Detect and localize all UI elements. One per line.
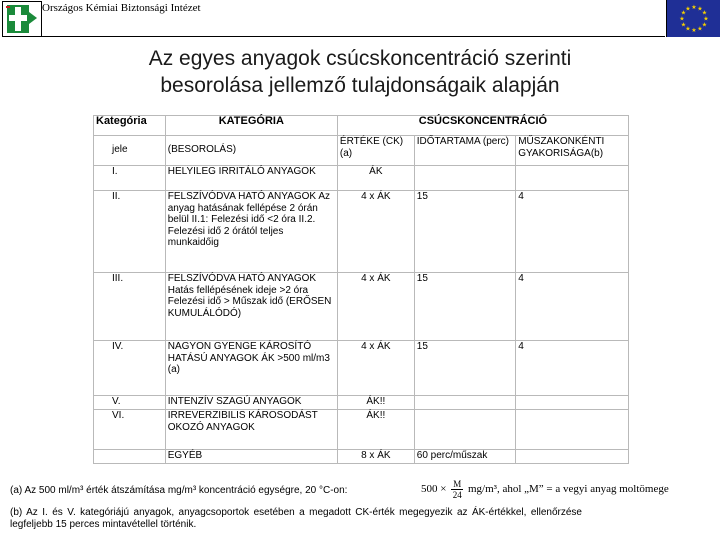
svg-text:★: ★: [697, 25, 703, 33]
table-row: [94, 410, 629, 450]
cell-besorolas: FELSZÍVÓDVA HATÓ ANYAGOK Hatás fellépésének ideje >2 óra Felezési idő > Műszak idő (ERŐSEN KUMULÁLÓDÓ): [165, 273, 337, 341]
cell-idotartam: [414, 166, 515, 191]
svg-text:★: ★: [703, 15, 709, 23]
header-besorolas: (BESOROLÁS): [165, 136, 337, 166]
cell-jele: VI.: [94, 410, 166, 450]
eu-flag-icon: [666, 0, 720, 37]
svg-text:★: ★: [685, 25, 691, 33]
cell-gyakorisag: [516, 410, 629, 450]
svg-text:★: ★: [680, 21, 687, 29]
conversion-formula: [421, 479, 669, 500]
svg-text:★: ★: [685, 5, 691, 13]
page-title: [60, 45, 660, 99]
cell-jele: II.: [94, 191, 166, 273]
svg-text:★: ★: [691, 27, 697, 34]
cell-ertek: 4 x ÁK: [337, 191, 414, 273]
cell-idotartam: [414, 410, 515, 450]
table-row: [94, 450, 629, 464]
cell-gyakorisag: [516, 450, 629, 464]
formula-fraction: [451, 479, 463, 500]
table-row: [94, 191, 629, 273]
cell-besorolas: INTENZÍV SZAGÚ ANYAGOK: [165, 396, 337, 410]
title-line-2: besorolása jellemző tulajdonságaik alapján: [160, 74, 560, 97]
cell-gyakorisag: 4: [516, 341, 629, 396]
formula-denominator: 24: [452, 490, 462, 500]
cell-idotartam: [414, 396, 515, 410]
header-bar: [0, 0, 720, 37]
cell-ertek: ÁK!!: [337, 410, 414, 450]
cell-besorolas: IRREVERZIBILIS KÁROSODÁST OKOZÓ ANYAGOK: [165, 410, 337, 450]
cell-jele: [94, 450, 166, 464]
table-row: [94, 166, 629, 191]
cell-gyakorisag: [516, 396, 629, 410]
classification-table: [93, 115, 629, 464]
cell-besorolas: FELSZÍVÓDVA HATÓ ANYAGOK Az anyag hatásának fellépése 2 órán belül II.1: Felezési idő <2 óra II.2. Felezési idő 2 órától teljes munkaidőig: [165, 191, 337, 273]
table-row: [94, 273, 629, 341]
cell-jele: III.: [94, 273, 166, 341]
cell-ertek: ÁK: [337, 166, 414, 191]
cell-jele: I.: [94, 166, 166, 191]
svg-text:★: ★: [701, 21, 708, 29]
formula-numerator: M: [453, 479, 462, 489]
cell-jele: IV.: [94, 341, 166, 396]
header-kategoria-upper: KATEGÓRIA: [165, 116, 337, 136]
title-line-1: Az egyes anyagok csúcskoncentráció szerinti: [148, 47, 572, 70]
header-idotartam: IDŐTARTAMA (perc): [414, 136, 515, 166]
svg-text:★: ★: [701, 9, 708, 17]
cell-idotartam: 15: [414, 273, 515, 341]
svg-text:★: ★: [697, 5, 703, 13]
classification-table-wrapper: [93, 115, 629, 470]
header-divider: [40, 36, 665, 37]
cell-gyakorisag: [516, 166, 629, 191]
cell-besorolas: EGYÉB: [165, 450, 337, 464]
table-row: [94, 396, 629, 410]
header-csucskoncentracio: CSÚCSKONCENTRÁCIÓ: [337, 116, 628, 136]
header-gyakorisag: MŰSZAKONKÉNTI GYAKORISÁGA(b): [516, 136, 629, 166]
institute-logo: [2, 1, 42, 37]
cell-jele: V.: [94, 396, 166, 410]
cell-idotartam: 15: [414, 191, 515, 273]
cell-gyakorisag: 4: [516, 273, 629, 341]
header-kategoria: Kategória: [94, 116, 166, 136]
table-row: [94, 341, 629, 396]
formula-left: 500 ×: [421, 483, 447, 496]
svg-text:★: ★: [691, 4, 697, 11]
cell-besorolas: HELYILEG IRRITÁLÓ ANYAGOK: [165, 166, 337, 191]
table-header-row-1: [94, 116, 629, 136]
cell-ertek: ÁK!!: [337, 396, 414, 410]
table-header-row-2: [94, 136, 629, 166]
cell-gyakorisag: 4: [516, 191, 629, 273]
cell-idotartam: 60 perc/műszak: [414, 450, 515, 464]
header-jele: jele: [94, 136, 166, 166]
cell-ertek: 4 x ÁK: [337, 341, 414, 396]
cell-ertek: 4 x ÁK: [337, 273, 414, 341]
institute-name: Országos Kémiai Biztonsági Intézet: [42, 2, 201, 14]
svg-text:★: ★: [679, 15, 685, 23]
footnote-a: (a) Az 500 ml/m³ érték átszámítása mg/m³ koncentráció egységre, 20 °C-on:: [10, 485, 348, 496]
formula-right: mg/m³, ahol „M” = a vegyi anyag moltömege: [467, 483, 669, 496]
cell-idotartam: 15: [414, 341, 515, 396]
cell-besorolas: NAGYON GYENGE KÁROSÍTÓ HATÁSÚ ANYAGOK ÁK >500 ml/m3 (a): [165, 341, 337, 396]
svg-text:★: ★: [680, 9, 687, 17]
header-ertek: ÉRTÉKE (CK)(a): [337, 136, 414, 166]
cell-ertek: 8 x ÁK: [337, 450, 414, 464]
footnote-b: (b) Az I. és V. kategóriájú anyagok, anyagcsoportok esetében a megadott CK-érték megegyezik az ÁK-értékkel, ellenőrzése legfeljebb 15 perces mintavétellel történik.: [10, 507, 582, 530]
